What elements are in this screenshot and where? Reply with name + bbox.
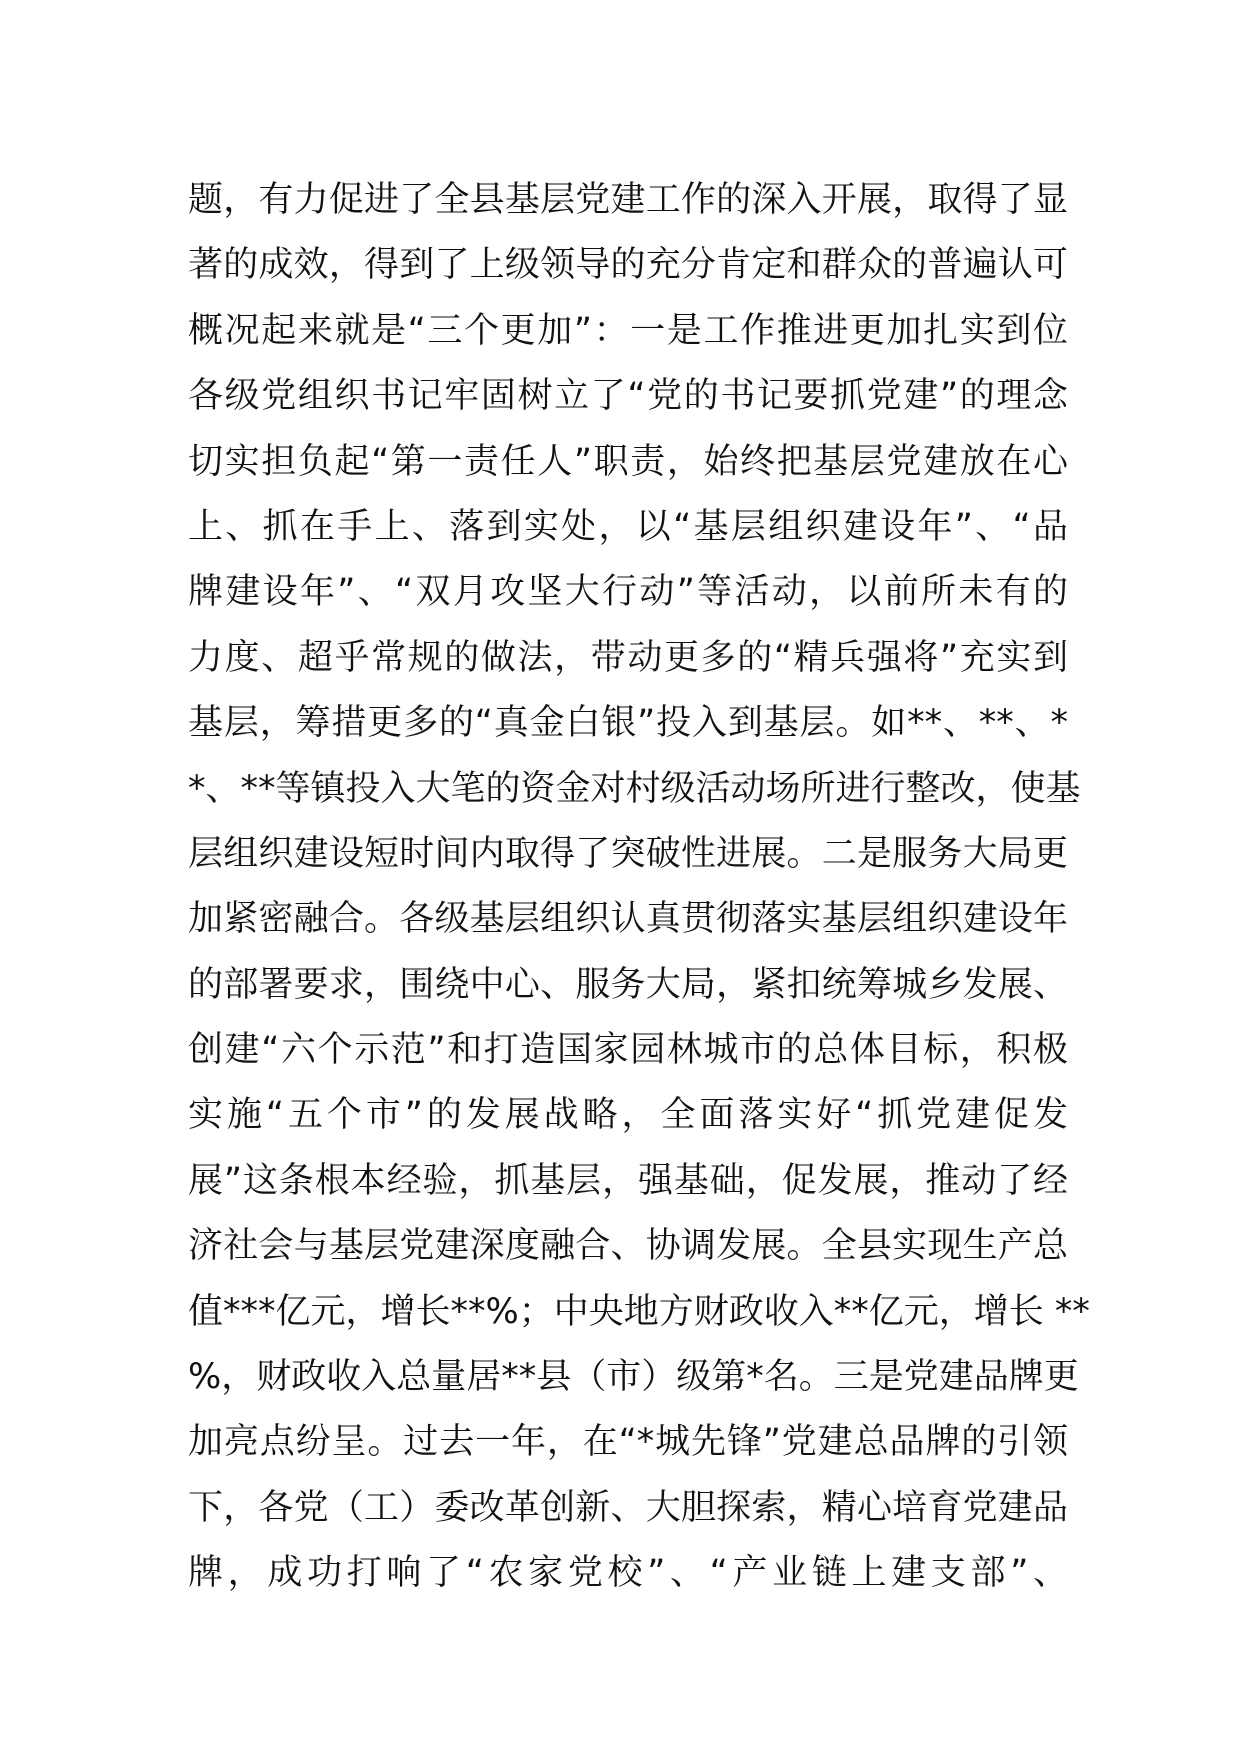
text-line: 创建“六个示范”和打造国家园林城市的总体目标，积极 [188, 1030, 1068, 1071]
text-line: 概况起来就是“三个更加”：一是工作推进更加扎实到位 [188, 310, 1068, 351]
text-line: 值***亿元，增长**%；中央地方财政收入**亿元，增长 ** [188, 1291, 1090, 1332]
text-line: 基层，筹措更多的“真金白银”投入到基层。如**、**、* [188, 703, 1068, 744]
text-line: 力度、超乎常规的做法，带动更多的“精兵强将”充实到 [188, 637, 1068, 678]
body-text [188, 168, 1090, 1607]
text-line: 牌，成功打响了“农家党校”、“产业链上建支部”、 [188, 1553, 1068, 1594]
text-line: 加亮点纷呈。过去一年，在“*城先锋”党建总品牌的引领 [188, 1422, 1068, 1463]
text-line: 层组织建设短时间内取得了突破性进展。二是服务大局更 [188, 833, 1068, 874]
text-line: 各级党组织书记牢固树立了“党的书记要抓党建”的理念 [188, 376, 1068, 417]
text-line: 济社会与基层党建深度融合、协调发展。全县实现生产总 [188, 1226, 1068, 1267]
text-line: *、**等镇投入大笔的资金对村级活动场所进行整改，使基 [188, 768, 1081, 809]
text-line: 著的成效，得到了上级领导的充分肯定和群众的普遍认可 [188, 245, 1068, 286]
text-line: 展”这条根本经验，抓基层，强基础，促发展，推动了经 [188, 1160, 1068, 1201]
text-line: 加紧密融合。各级基层组织认真贯彻落实基层组织建设年 [188, 899, 1068, 940]
text-line: 题，有力促进了全县基层党建工作的深入开展，取得了显 [188, 180, 1068, 220]
text-line: 牌建设年”、“双月攻坚大行动”等活动，以前所未有的 [188, 572, 1068, 613]
text-line: 切实担负起“第一责任人”职责，始终把基层党建放在心 [188, 441, 1068, 482]
text-line: 下，各党（工）委改革创新、大胆探索，精心培育党建品 [188, 1487, 1068, 1528]
text-line: %，财政收入总量居**县（市）级第*名。三是党建品牌更 [188, 1357, 1079, 1398]
text-line: 实施“五个市”的发展战略，全面落实好“抓党建促发 [188, 1095, 1068, 1136]
text-line: 的部署要求，围绕中心、服务大局，紧扣统筹城乡发展、 [188, 964, 1068, 1005]
text-line: 上、抓在手上、落到实处，以“基层组织建设年”、“品 [188, 506, 1068, 547]
